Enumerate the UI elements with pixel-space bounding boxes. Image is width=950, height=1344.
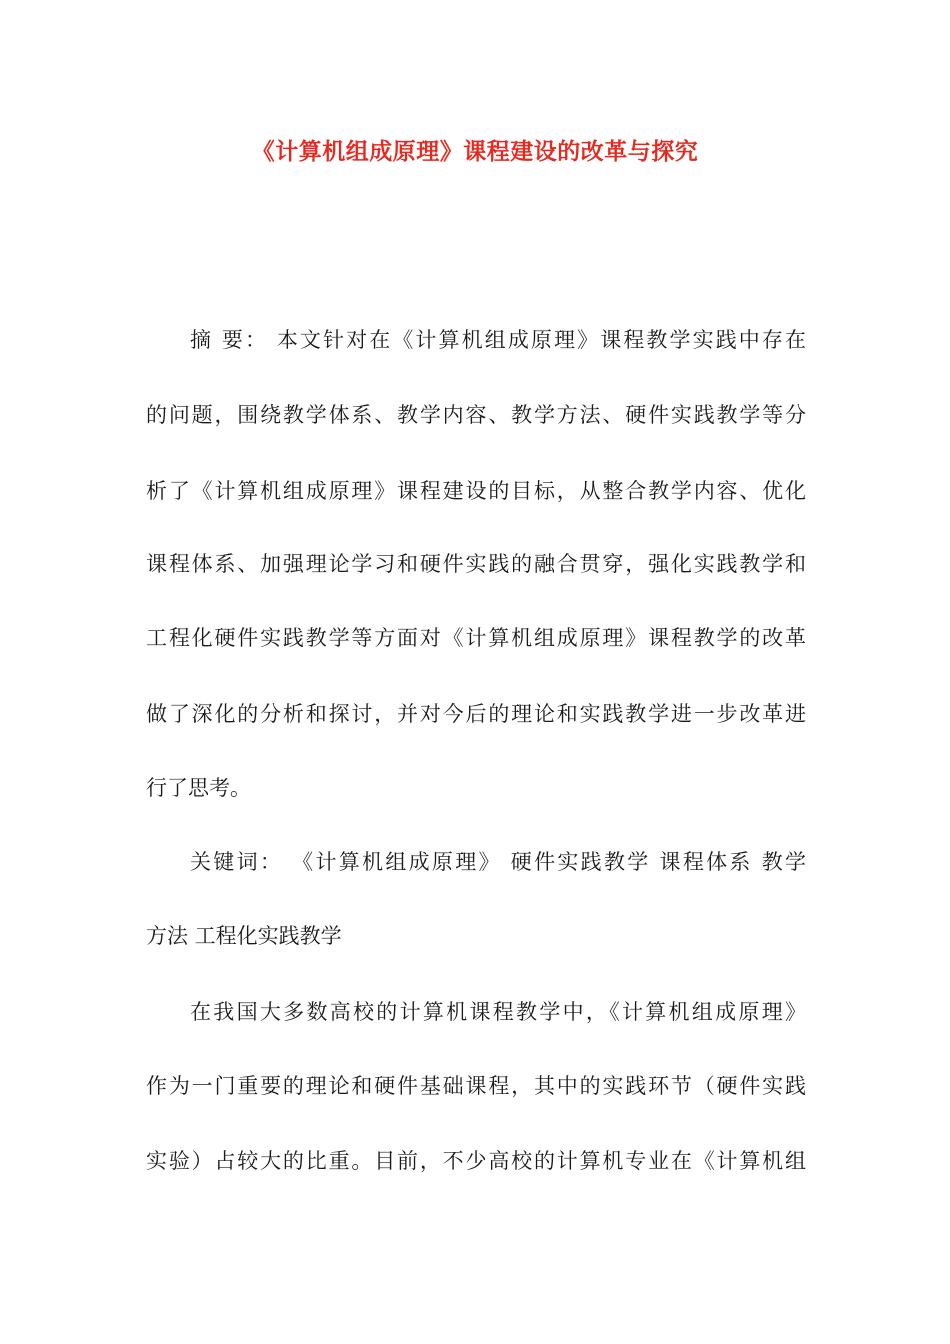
- body-line-2: 作为一门重要的理论和硬件基础课程，其中的实践环节（硬件实践: [146, 1074, 806, 1098]
- abstract-line-4: 课程体系、加强理论学习和硬件实践的融合贯穿，强化实践教学和: [146, 552, 806, 576]
- abstract-line-2: 的问题，围绕教学体系、教学内容、教学方法、硬件实践教学等分: [146, 403, 806, 427]
- abstract-line-3: 析了《计算机组成原理》课程建设的目标，从整合教学内容、优化: [146, 479, 806, 503]
- document-title: 《计算机组成原理》课程建设的改革与探究: [251, 138, 699, 165]
- abstract-line-5: 工程化硬件实践教学等方面对《计算机组成原理》课程教学的改革: [146, 626, 806, 650]
- keywords-line-1: 关键词： 《计算机组成原理》 硬件实践教学 课程体系 教学: [190, 850, 806, 874]
- abstract-line-6: 做了深化的分析和探讨，并对今后的理论和实践教学进一步改革进: [146, 702, 806, 726]
- body-line-1: 在我国大多数高校的计算机课程教学中，《计算机组成原理》: [190, 1000, 806, 1024]
- abstract-line-1: 摘 要： 本文针对在《计算机组成原理》课程教学实践中存在: [190, 328, 806, 352]
- body-line-3: 实验）占较大的比重。目前，不少高校的计算机专业在《计算机组: [146, 1149, 806, 1173]
- keywords-line-2: 方法 工程化实践教学: [146, 924, 342, 948]
- abstract-line-7: 行了思考。: [146, 776, 251, 800]
